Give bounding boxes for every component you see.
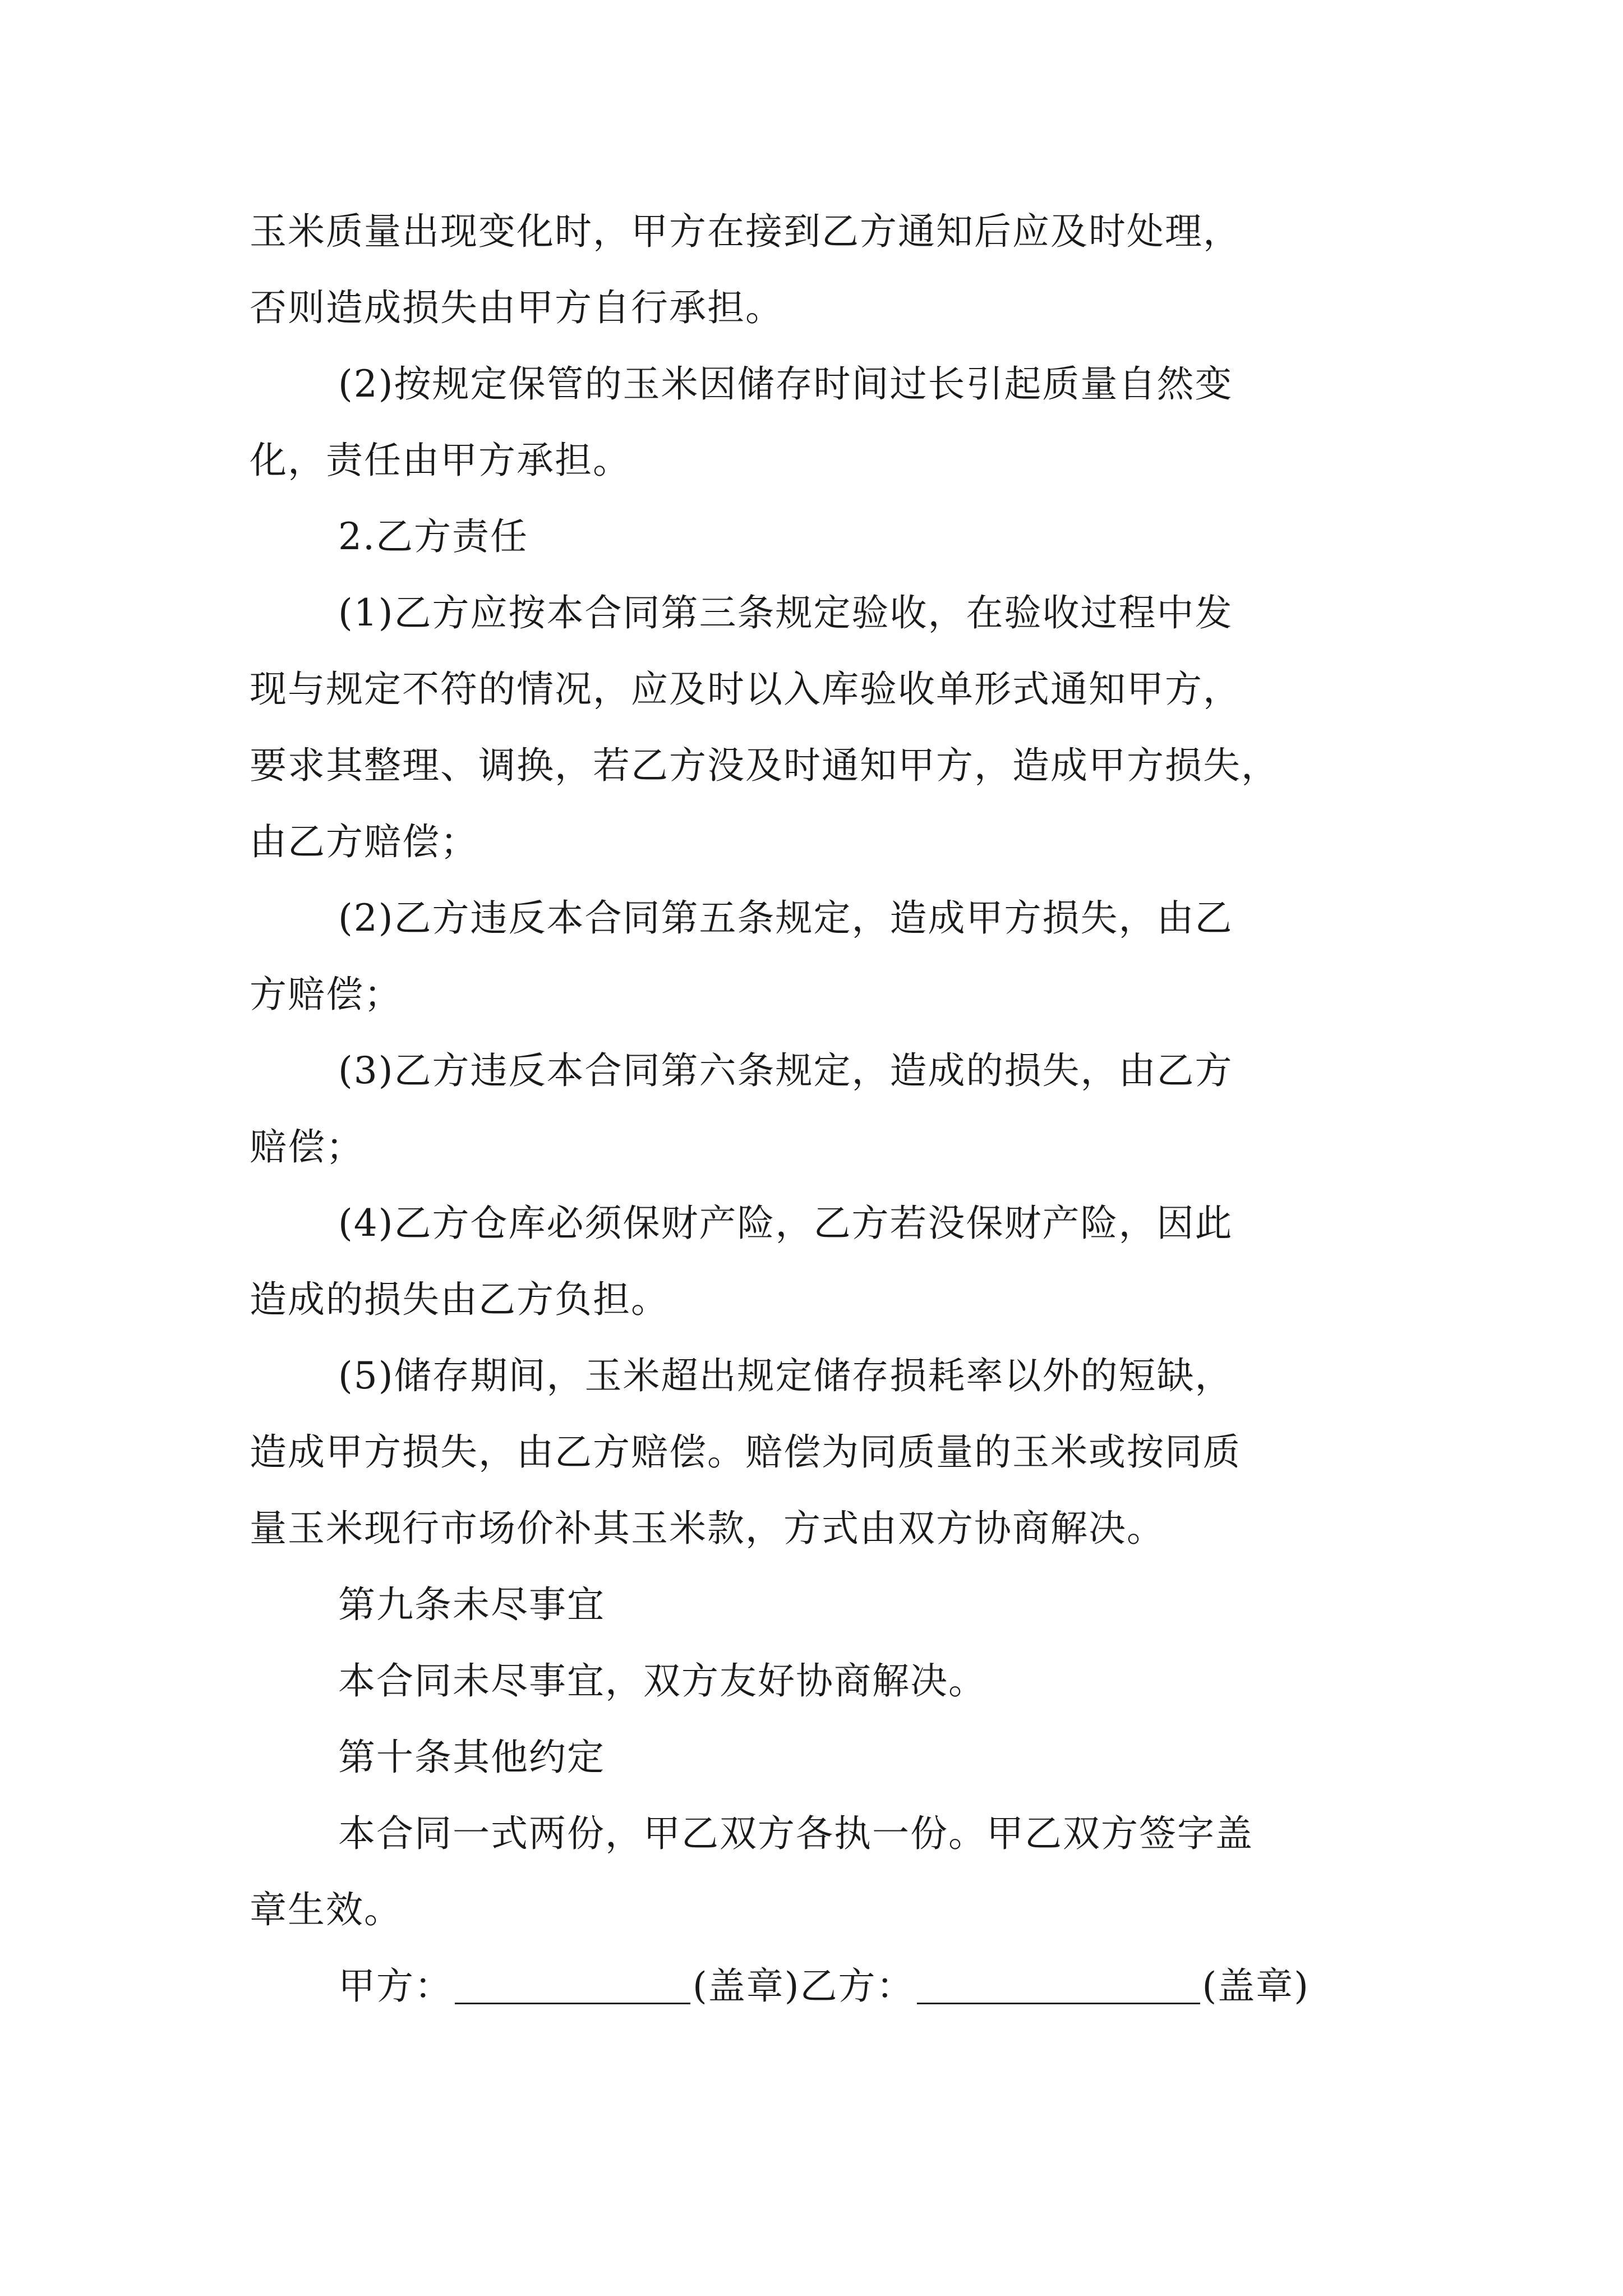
paragraph-line: 造成甲方损失，由乙方赔偿。赔偿为同质量的玉米或按同质: [250, 1430, 1241, 1474]
paragraph-line: 本合同未尽事宜，双方友好协商解决。: [338, 1659, 986, 1703]
paragraph-line: (2)按规定保管的玉米因储存时间过长引起质量自然变: [338, 362, 1233, 406]
party-b-label: 乙方：: [800, 1964, 915, 2008]
article-heading: 第十条其他约定: [338, 1736, 605, 1779]
paragraph-line: 量玉米现行市场价补其玉米款，方式由双方协商解决。: [250, 1507, 1165, 1550]
party-a-signature-blank: [455, 1969, 690, 2004]
paragraph-line: 赔偿；: [250, 1125, 364, 1168]
paragraph-line: (4)乙方仓库必须保财产险，乙方若没保财产险，因此: [338, 1202, 1233, 1245]
signature-line: [250, 1948, 1391, 2024]
paragraph-line: (2)乙方违反本合同第五条规定，造成甲方损失，由乙: [338, 896, 1233, 940]
paragraph-line: 玉米质量出现变化时，甲方在接到乙方通知后应及时处理，: [250, 210, 1241, 253]
party-b-signature-blank: [917, 1969, 1200, 2004]
article-heading: 第九条未尽事宜: [338, 1583, 605, 1626]
contract-body: [250, 194, 1391, 2024]
paragraph-line: 造成的损失由乙方负担。: [250, 1278, 669, 1321]
paragraph-line: 否则造成损失由甲方自行承担。: [250, 286, 783, 329]
paragraph-line: 要求其整理、调换，若乙方没及时通知甲方，造成甲方损失，: [250, 744, 1279, 787]
paragraph-line: 本合同一式两份，甲乙双方各执一份。甲乙双方签字盖: [338, 1812, 1253, 1855]
section-heading: 2.乙方责任: [338, 515, 528, 558]
party-b-seal-label: (盖章): [1202, 1964, 1310, 2008]
paragraph-line: (5)储存期间，玉米超出规定储存损耗率以外的短缺，: [338, 1354, 1233, 1397]
party-a-label: 甲方：: [338, 1964, 453, 2008]
paragraph-line: 方赔偿；: [250, 973, 402, 1016]
paragraph-line: 章生效。: [250, 1888, 402, 1931]
paragraph-line: (1)乙方应按本合同第三条规定验收，在验收过程中发: [338, 591, 1233, 634]
paragraph-line: (3)乙方违反本合同第六条规定，造成的损失，由乙方: [338, 1049, 1233, 1092]
party-a-seal-label: (盖章): [693, 1964, 800, 2008]
paragraph-line: 由乙方赔偿；: [250, 820, 478, 863]
paragraph-line: 现与规定不符的情况，应及时以入库验收单形式通知甲方，: [250, 668, 1241, 711]
paragraph-line: 化，责任由甲方承担。: [250, 439, 631, 482]
